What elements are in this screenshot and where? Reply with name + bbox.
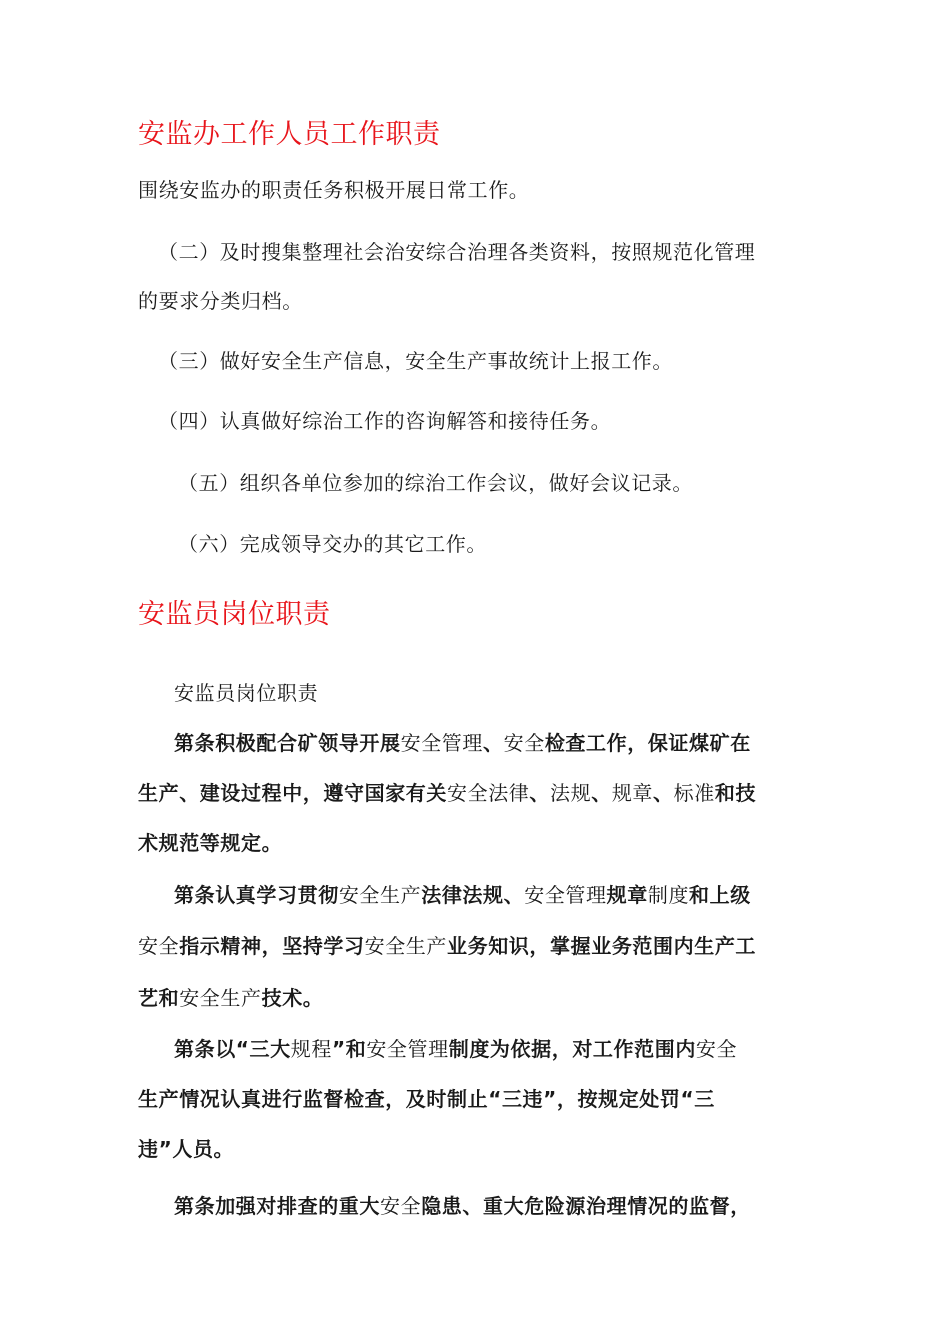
text-run: 安全	[138, 934, 180, 958]
text-run: 第条积极配合矿领导开展	[174, 731, 401, 755]
text-run: 安全生产	[364, 934, 448, 958]
text-run: 安全管理	[366, 1037, 449, 1061]
text-run: 法规	[550, 781, 592, 805]
text-run: 技术。	[261, 986, 324, 1010]
section-heading-office-duties: 安监办工作人员工作职责	[138, 119, 441, 150]
text-run: 安全生产	[179, 986, 262, 1010]
text-run: 、	[591, 781, 612, 805]
text-run: ”和	[331, 1037, 367, 1061]
text-run: 第条认真学习贯彻	[174, 883, 339, 907]
text-run: 规章	[606, 883, 648, 907]
article-4-line-1	[174, 1196, 751, 1216]
text-run: 制度	[647, 883, 690, 907]
text-run: 、	[503, 883, 525, 907]
text-run: 生产、建设过程中，遵守国家有关	[138, 781, 447, 805]
text-run: 第条以“三大	[174, 1037, 291, 1061]
text-run: 安全法律	[447, 781, 530, 805]
text-run: 安全	[503, 731, 545, 755]
text-run: 隐患、重大危险源治理情况的监督，	[421, 1194, 751, 1218]
item-2-line-1: （二）及时搜集整理社会治安综合治理各类资料，按照规范化管理	[158, 240, 756, 264]
text-run: 检查工作，保证煤矿在	[544, 731, 751, 755]
text-run: 和上级	[689, 883, 751, 907]
article-2-line-3	[138, 988, 323, 1008]
article-1-line-2	[138, 783, 756, 803]
text-run: 规程	[290, 1037, 332, 1061]
text-run: 安全生产	[338, 883, 422, 907]
text-run: 和技	[714, 781, 757, 805]
item-4: （四）认真做好综治工作的咨询解答和接待任务。	[158, 409, 612, 433]
article-2-line-2	[138, 936, 756, 956]
article-3-line-3: 违”人员。	[138, 1137, 235, 1161]
intro-paragraph: 围绕安监办的职责任务积极开展日常工作。	[138, 178, 530, 202]
text-run: 、	[483, 731, 504, 755]
section-heading-inspector-duties: 安监员岗位职责	[138, 599, 331, 630]
text-run: 指示精神，坚持学习	[179, 934, 365, 958]
text-run: 法律法规	[421, 883, 504, 907]
article-1-line-1	[174, 733, 751, 753]
text-run: 安全	[695, 1037, 738, 1061]
text-run: 为依据，对工作范围内	[489, 1037, 696, 1061]
article-3-line-1	[174, 1039, 737, 1059]
text-run: 安全管理	[524, 883, 607, 907]
section-subtitle: 安监员岗位职责	[174, 681, 319, 705]
article-2-line-1	[174, 885, 751, 905]
article-3-line-2: 生产情况认真进行监督检查，及时制止“三违”，按规定处罚“三	[138, 1087, 715, 1111]
text-run: 、	[653, 781, 674, 805]
text-run: 业务知识，掌握业务范围内生产工	[447, 934, 757, 958]
text-run: 艺和	[138, 986, 180, 1010]
text-run: 安全管理	[400, 731, 484, 755]
item-2-line-2: 的要求分类归档。	[138, 289, 303, 313]
text-run: 第条加强对排查的重大	[174, 1194, 380, 1218]
text-run: 安全	[380, 1194, 422, 1218]
text-run: 标准	[673, 781, 715, 805]
text-run: 、	[529, 781, 551, 805]
text-run: 制度	[448, 1037, 490, 1061]
item-5: （五）组织各单位参加的综治工作会议，做好会议记录。	[178, 471, 693, 495]
item-6: （六）完成领导交办的其它工作。	[178, 532, 487, 556]
text-run: 规章	[611, 781, 654, 805]
item-3: （三）做好安全生产信息，安全生产事故统计上报工作。	[158, 349, 673, 373]
article-1-line-3: 术规范等规定。	[138, 831, 283, 855]
